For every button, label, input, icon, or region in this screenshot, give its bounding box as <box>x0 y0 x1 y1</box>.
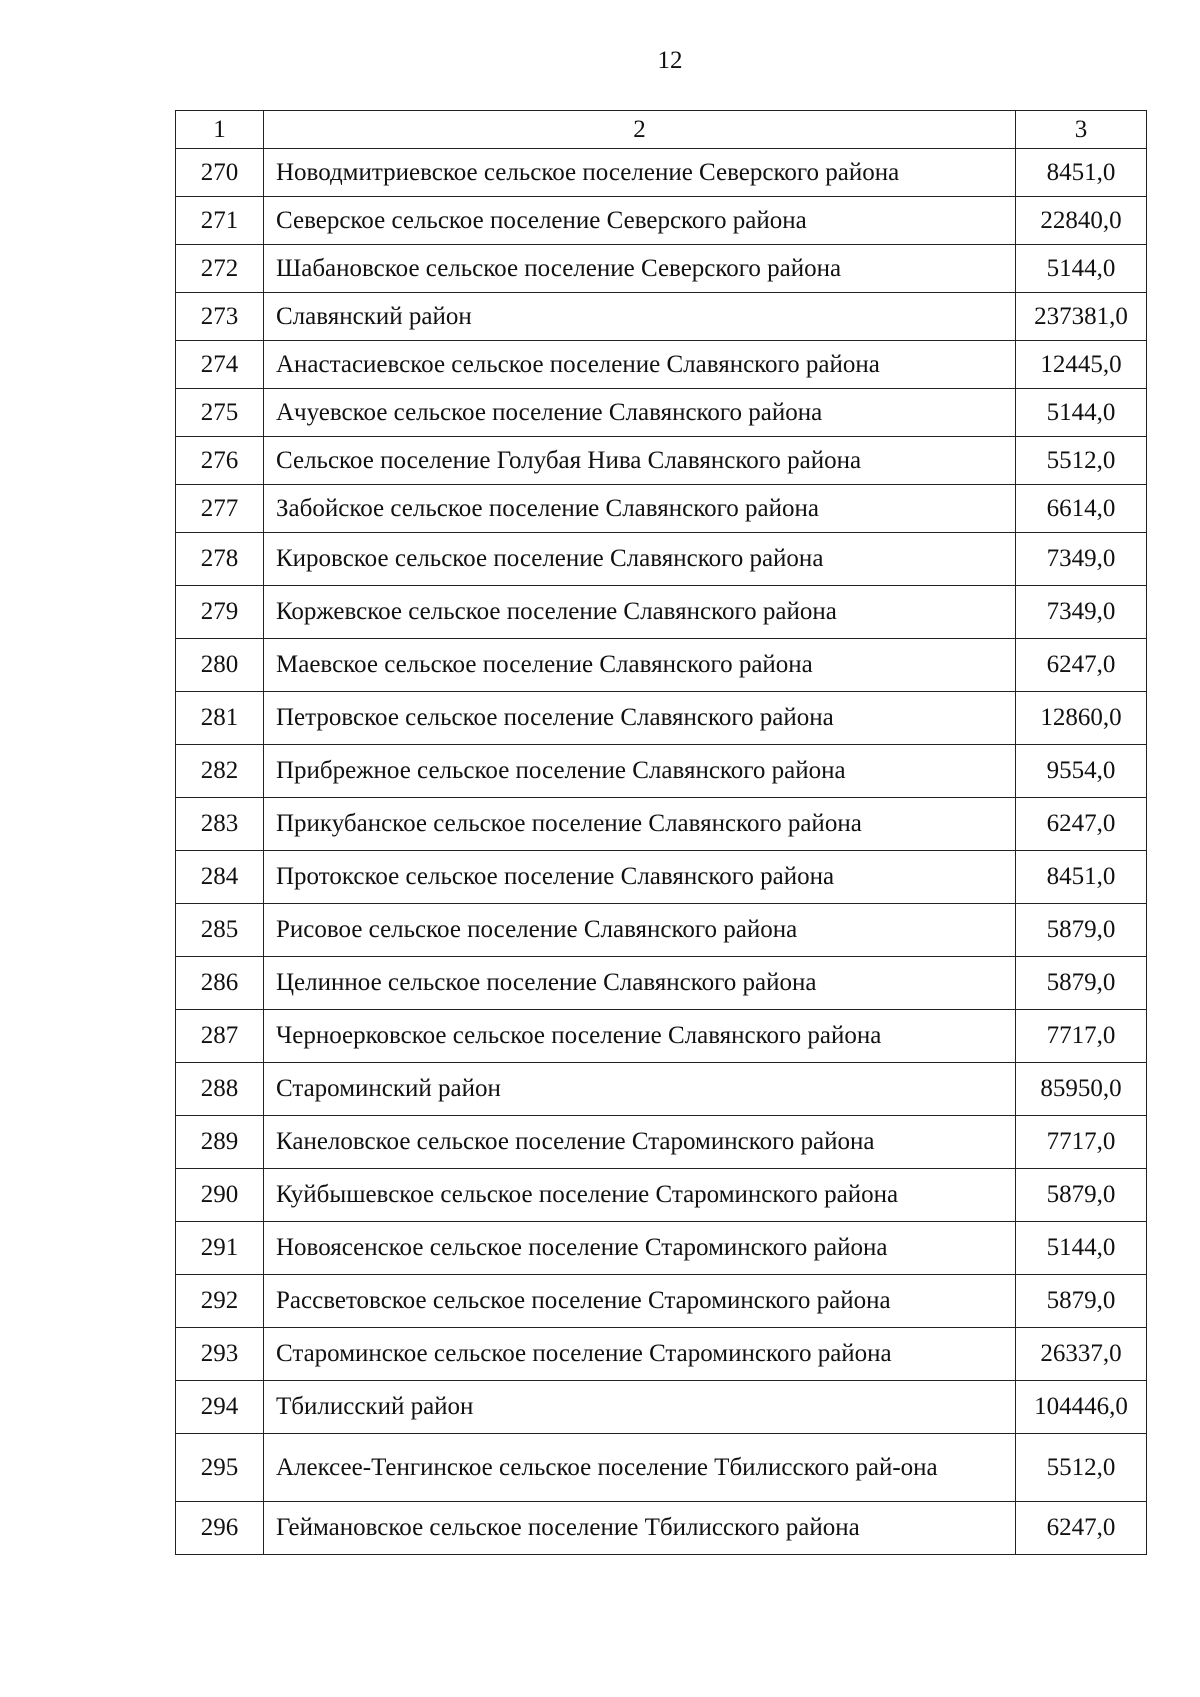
row-name: Славянский район <box>264 293 1016 341</box>
table-row <box>176 389 1147 437</box>
row-name: Геймановское сельское поселение Тбилисского района <box>264 1502 1016 1555</box>
row-number: 295 <box>176 1434 264 1502</box>
table-row <box>176 1116 1147 1169</box>
row-name: Маевское сельское поселение Славянского района <box>264 639 1016 692</box>
table-row <box>176 586 1147 639</box>
row-value: 5144,0 <box>1016 1222 1147 1275</box>
row-value: 26337,0 <box>1016 1328 1147 1381</box>
row-value: 85950,0 <box>1016 1063 1147 1116</box>
table-row <box>176 1222 1147 1275</box>
row-name: Забойское сельское поселение Славянского района <box>264 485 1016 533</box>
row-name: Черноерковское сельское поселение Славянского района <box>264 1010 1016 1063</box>
table-row <box>176 1063 1147 1116</box>
column-header-number: 1 <box>176 111 264 149</box>
row-number: 292 <box>176 1275 264 1328</box>
row-number: 275 <box>176 389 264 437</box>
table-row <box>176 1502 1147 1555</box>
table-row <box>176 1169 1147 1222</box>
row-number: 270 <box>176 149 264 197</box>
row-value: 5879,0 <box>1016 1169 1147 1222</box>
table-row <box>176 533 1147 586</box>
row-value: 8451,0 <box>1016 851 1147 904</box>
table-row <box>176 798 1147 851</box>
table-header-row <box>176 111 1147 149</box>
row-name: Целинное сельское поселение Славянского района <box>264 957 1016 1010</box>
row-name: Прибрежное сельское поселение Славянского района <box>264 745 1016 798</box>
row-value: 7349,0 <box>1016 533 1147 586</box>
table-row <box>176 485 1147 533</box>
row-value: 22840,0 <box>1016 197 1147 245</box>
table-row <box>176 1010 1147 1063</box>
table-row <box>176 904 1147 957</box>
row-value: 5144,0 <box>1016 245 1147 293</box>
row-name: Новоясенское сельское поселение Староминского района <box>264 1222 1016 1275</box>
row-value: 6247,0 <box>1016 1502 1147 1555</box>
row-number: 293 <box>176 1328 264 1381</box>
row-value: 5879,0 <box>1016 957 1147 1010</box>
row-name: Новодмитриевское сельское поселение Северского района <box>264 149 1016 197</box>
table-row <box>176 639 1147 692</box>
row-name: Куйбышевское сельское поселение Староминского района <box>264 1169 1016 1222</box>
row-value: 9554,0 <box>1016 745 1147 798</box>
row-number: 282 <box>176 745 264 798</box>
table-row <box>176 245 1147 293</box>
row-number: 284 <box>176 851 264 904</box>
row-name: Прикубанское сельское поселение Славянского района <box>264 798 1016 851</box>
row-name: Шабановское сельское поселение Северского района <box>264 245 1016 293</box>
row-number: 289 <box>176 1116 264 1169</box>
row-number: 285 <box>176 904 264 957</box>
table-row <box>176 745 1147 798</box>
row-name: Рисовое сельское поселение Славянского района <box>264 904 1016 957</box>
row-name: Петровское сельское поселение Славянского района <box>264 692 1016 745</box>
table-row <box>176 293 1147 341</box>
table-row <box>176 1381 1147 1434</box>
row-name: Ачуевское сельское поселение Славянского района <box>264 389 1016 437</box>
row-name: Анастасиевское сельское поселение Славянского района <box>264 341 1016 389</box>
row-name: Кировское сельское поселение Славянского района <box>264 533 1016 586</box>
allocation-table <box>175 110 1147 1555</box>
row-number: 277 <box>176 485 264 533</box>
row-value: 6614,0 <box>1016 485 1147 533</box>
row-number: 288 <box>176 1063 264 1116</box>
table-row <box>176 149 1147 197</box>
table-row <box>176 197 1147 245</box>
row-value: 6247,0 <box>1016 798 1147 851</box>
table-row <box>176 957 1147 1010</box>
row-number: 279 <box>176 586 264 639</box>
row-value: 7349,0 <box>1016 586 1147 639</box>
row-value: 8451,0 <box>1016 149 1147 197</box>
row-value: 6247,0 <box>1016 639 1147 692</box>
table-row <box>176 1328 1147 1381</box>
row-number: 291 <box>176 1222 264 1275</box>
row-number: 271 <box>176 197 264 245</box>
table-row <box>176 437 1147 485</box>
row-value: 5512,0 <box>1016 437 1147 485</box>
row-number: 273 <box>176 293 264 341</box>
row-number: 272 <box>176 245 264 293</box>
row-number: 287 <box>176 1010 264 1063</box>
table-row <box>176 1275 1147 1328</box>
row-number: 281 <box>176 692 264 745</box>
row-number: 274 <box>176 341 264 389</box>
row-name: Рассветовское сельское поселение Староминского района <box>264 1275 1016 1328</box>
table-row <box>176 1434 1147 1502</box>
row-number: 296 <box>176 1502 264 1555</box>
row-value: 12445,0 <box>1016 341 1147 389</box>
row-number: 286 <box>176 957 264 1010</box>
column-header-name: 2 <box>264 111 1016 149</box>
row-number: 283 <box>176 798 264 851</box>
table-row <box>176 851 1147 904</box>
row-value: 7717,0 <box>1016 1116 1147 1169</box>
row-value: 7717,0 <box>1016 1010 1147 1063</box>
row-name: Алексее-Тенгинское сельское поселение Тбилисского рай-она <box>264 1434 1016 1502</box>
row-name: Тбилисский район <box>264 1381 1016 1434</box>
table-row <box>176 692 1147 745</box>
row-value: 5879,0 <box>1016 1275 1147 1328</box>
row-name: Староминский район <box>264 1063 1016 1116</box>
row-name: Канеловское сельское поселение Староминского района <box>264 1116 1016 1169</box>
row-value: 5512,0 <box>1016 1434 1147 1502</box>
row-number: 280 <box>176 639 264 692</box>
row-value: 5879,0 <box>1016 904 1147 957</box>
column-header-value: 3 <box>1016 111 1147 149</box>
page-number: 12 <box>657 47 683 74</box>
row-name: Северское сельское поселение Северского района <box>264 197 1016 245</box>
row-name: Протокское сельское поселение Славянского района <box>264 851 1016 904</box>
row-number: 294 <box>176 1381 264 1434</box>
row-name: Староминское сельское поселение Староминского района <box>264 1328 1016 1381</box>
row-value: 5144,0 <box>1016 389 1147 437</box>
row-name: Коржевское сельское поселение Славянского района <box>264 586 1016 639</box>
row-name: Сельское поселение Голубая Нива Славянского района <box>264 437 1016 485</box>
row-value: 237381,0 <box>1016 293 1147 341</box>
row-number: 290 <box>176 1169 264 1222</box>
table-row <box>176 341 1147 389</box>
row-number: 276 <box>176 437 264 485</box>
row-value: 12860,0 <box>1016 692 1147 745</box>
row-value: 104446,0 <box>1016 1381 1147 1434</box>
row-number: 278 <box>176 533 264 586</box>
